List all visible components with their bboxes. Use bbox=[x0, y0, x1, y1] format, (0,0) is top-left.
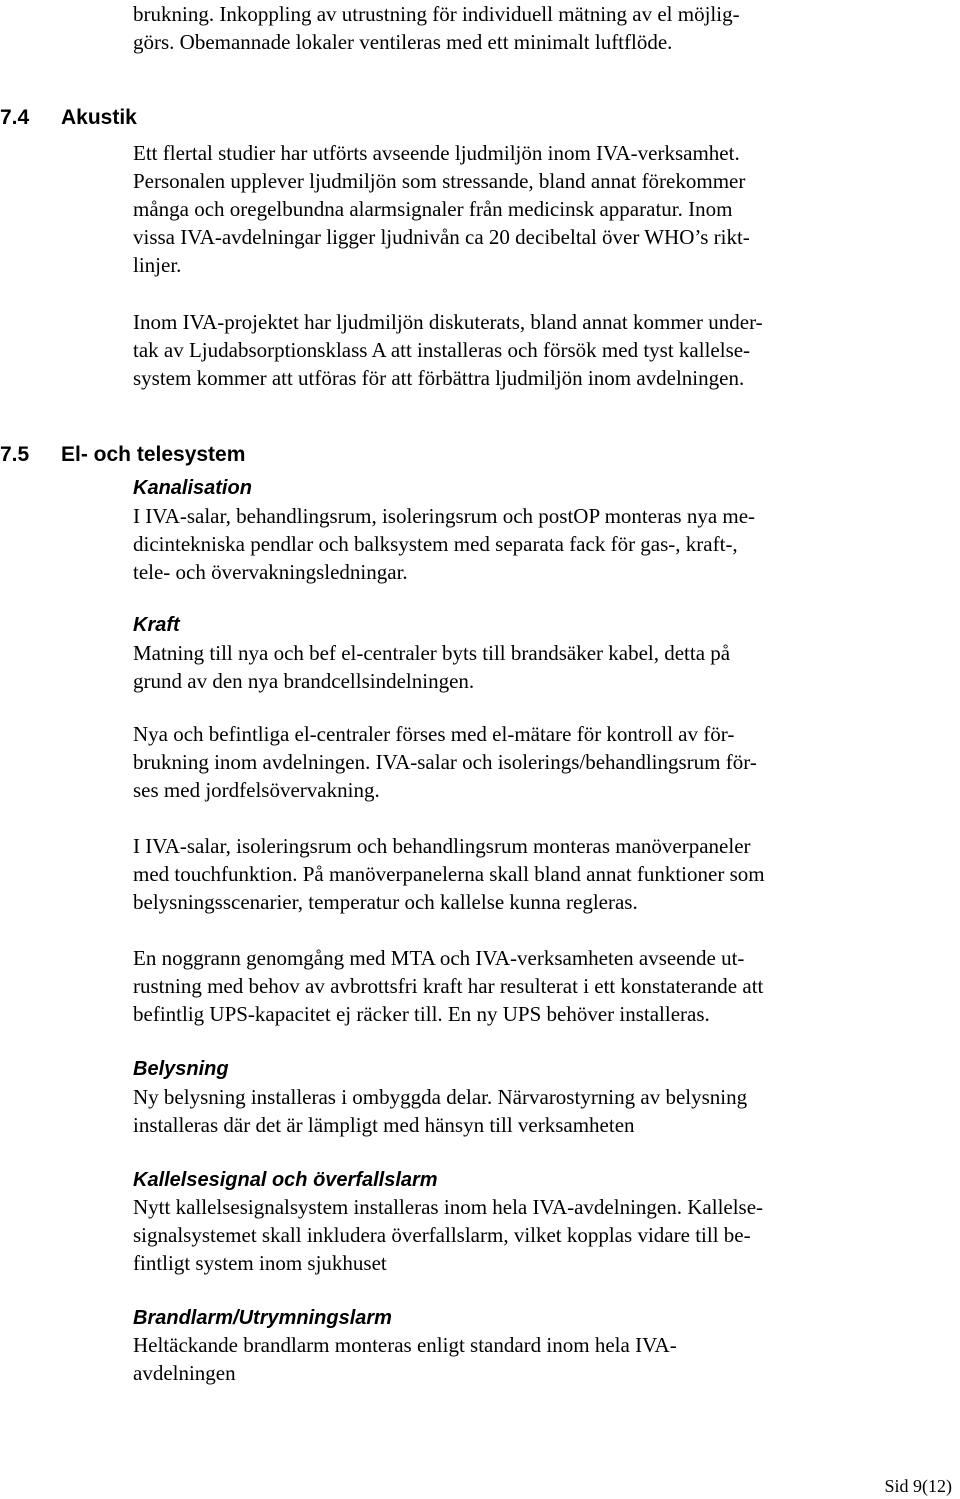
section-number-7-4: 7.4 bbox=[0, 106, 30, 129]
section-title-el-och-telesystem: El- och telesystem bbox=[61, 443, 246, 466]
kallelsesignal-line-1: Nytt kallelsesignalsystem installeras inom hela IVA-avdelningen. Kallelse- bbox=[133, 1195, 764, 1219]
akustik-p2-line-2: tak av Ljudabsorptionsklass A att installeras och försök med tyst kallelse- bbox=[133, 338, 751, 362]
section-number-7-5: 7.5 bbox=[0, 443, 30, 466]
akustik-p2-line-1: Inom IVA-projektet har ljudmiljön diskuterats, bland annat kommer under- bbox=[133, 310, 763, 334]
kallelsesignal-line-3: fintligt system inom sjukhuset bbox=[133, 1251, 387, 1275]
kraft-p3-line-2: med touchfunktion. På manöverpanelerna skall bland annat funktioner som bbox=[133, 862, 765, 886]
belysning-line-2: installeras där det är lämpligt med hänsyn till verksamheten bbox=[133, 1113, 635, 1137]
brandlarm-line-2: avdelningen bbox=[133, 1361, 236, 1385]
kraft-p3-line-3: belysningsscenarier, temperatur och kallelse kunna regleras. bbox=[133, 890, 638, 914]
kanalisation-line-2: dicintekniska pendlar och balksystem med separata fack för gas-, kraft-, bbox=[133, 532, 738, 556]
subheading-kraft: Kraft bbox=[133, 614, 180, 636]
akustik-p1-line-3: många och oregelbundna alarmsignaler från medicinsk apparatur. Inom bbox=[133, 197, 733, 221]
kallelsesignal-line-2: signalsystemet skall inkludera överfallslarm, vilket kopplas vidare till be- bbox=[133, 1223, 751, 1247]
subheading-kallelsesignal: Kallelsesignal och överfallslarm bbox=[133, 1169, 438, 1191]
kraft-p2-line-1: Nya och befintliga el-centraler förses med el-mätare för kontroll av för- bbox=[133, 722, 735, 746]
kraft-p4-line-3: befintlig UPS-kapacitet ej räcker till. En ny UPS behöver installeras. bbox=[133, 1002, 710, 1026]
kraft-p3-line-1: I IVA-salar, isoleringsrum och behandlingsrum monteras manöverpaneler bbox=[133, 834, 751, 858]
subheading-belysning: Belysning bbox=[133, 1058, 229, 1080]
kraft-p1-line-2: grund av den nya brandcellsindelningen. bbox=[133, 669, 475, 693]
kraft-p4-line-1: En noggrann genomgång med MTA och IVA-verksamheten avseende ut- bbox=[133, 946, 745, 970]
akustik-p1-line-2: Personalen upplever ljudmiljön som stressande, bland annat förekommer bbox=[133, 169, 746, 193]
brandlarm-line-1: Heltäckande brandlarm monteras enligt standard inom hela IVA- bbox=[133, 1333, 677, 1357]
akustik-p1-line-5: linjer. bbox=[133, 253, 182, 277]
akustik-p2-line-3: system kommer att utföras för att förbättra ljudmiljön inom avdelningen. bbox=[133, 366, 745, 390]
kraft-p4-line-2: rustning med behov av avbrottsfri kraft har resulterat i ett konstaterande att bbox=[133, 974, 764, 998]
akustik-p1-line-1: Ett flertal studier har utförts avseende ljudmiljön inom IVA-verksamhet. bbox=[133, 141, 740, 165]
kraft-p1-line-1: Matning till nya och bef el-centraler byts till brandsäker kabel, detta på bbox=[133, 641, 731, 665]
section-title-akustik: Akustik bbox=[61, 106, 137, 129]
kanalisation-line-1: I IVA-salar, behandlingsrum, isoleringsrum och postOP monteras nya me- bbox=[133, 504, 756, 528]
intro-line-1: brukning. Inkoppling av utrustning för individuell mätning av el möjlig- bbox=[133, 2, 740, 26]
kanalisation-line-3: tele- och övervakningsledningar. bbox=[133, 560, 408, 584]
intro-line-2: görs. Obemannade lokaler ventileras med ett minimalt luftflöde. bbox=[133, 30, 673, 54]
subheading-brandlarm: Brandlarm/Utrymningslarm bbox=[133, 1307, 392, 1329]
kraft-p2-line-2: brukning inom avdelningen. IVA-salar och isolerings/behandlingsrum för- bbox=[133, 750, 757, 774]
kraft-p2-line-3: ses med jordfelsövervakning. bbox=[133, 778, 380, 802]
page-number: Sid 9(12) bbox=[884, 1476, 952, 1496]
akustik-p1-line-4: vissa IVA-avdelningar ligger ljudnivån ca 20 decibeltal över WHO’s rikt- bbox=[133, 225, 750, 249]
belysning-line-1: Ny belysning installeras i ombyggda delar. Närvarostyrning av belysning bbox=[133, 1085, 748, 1109]
subheading-kanalisation: Kanalisation bbox=[133, 477, 252, 499]
